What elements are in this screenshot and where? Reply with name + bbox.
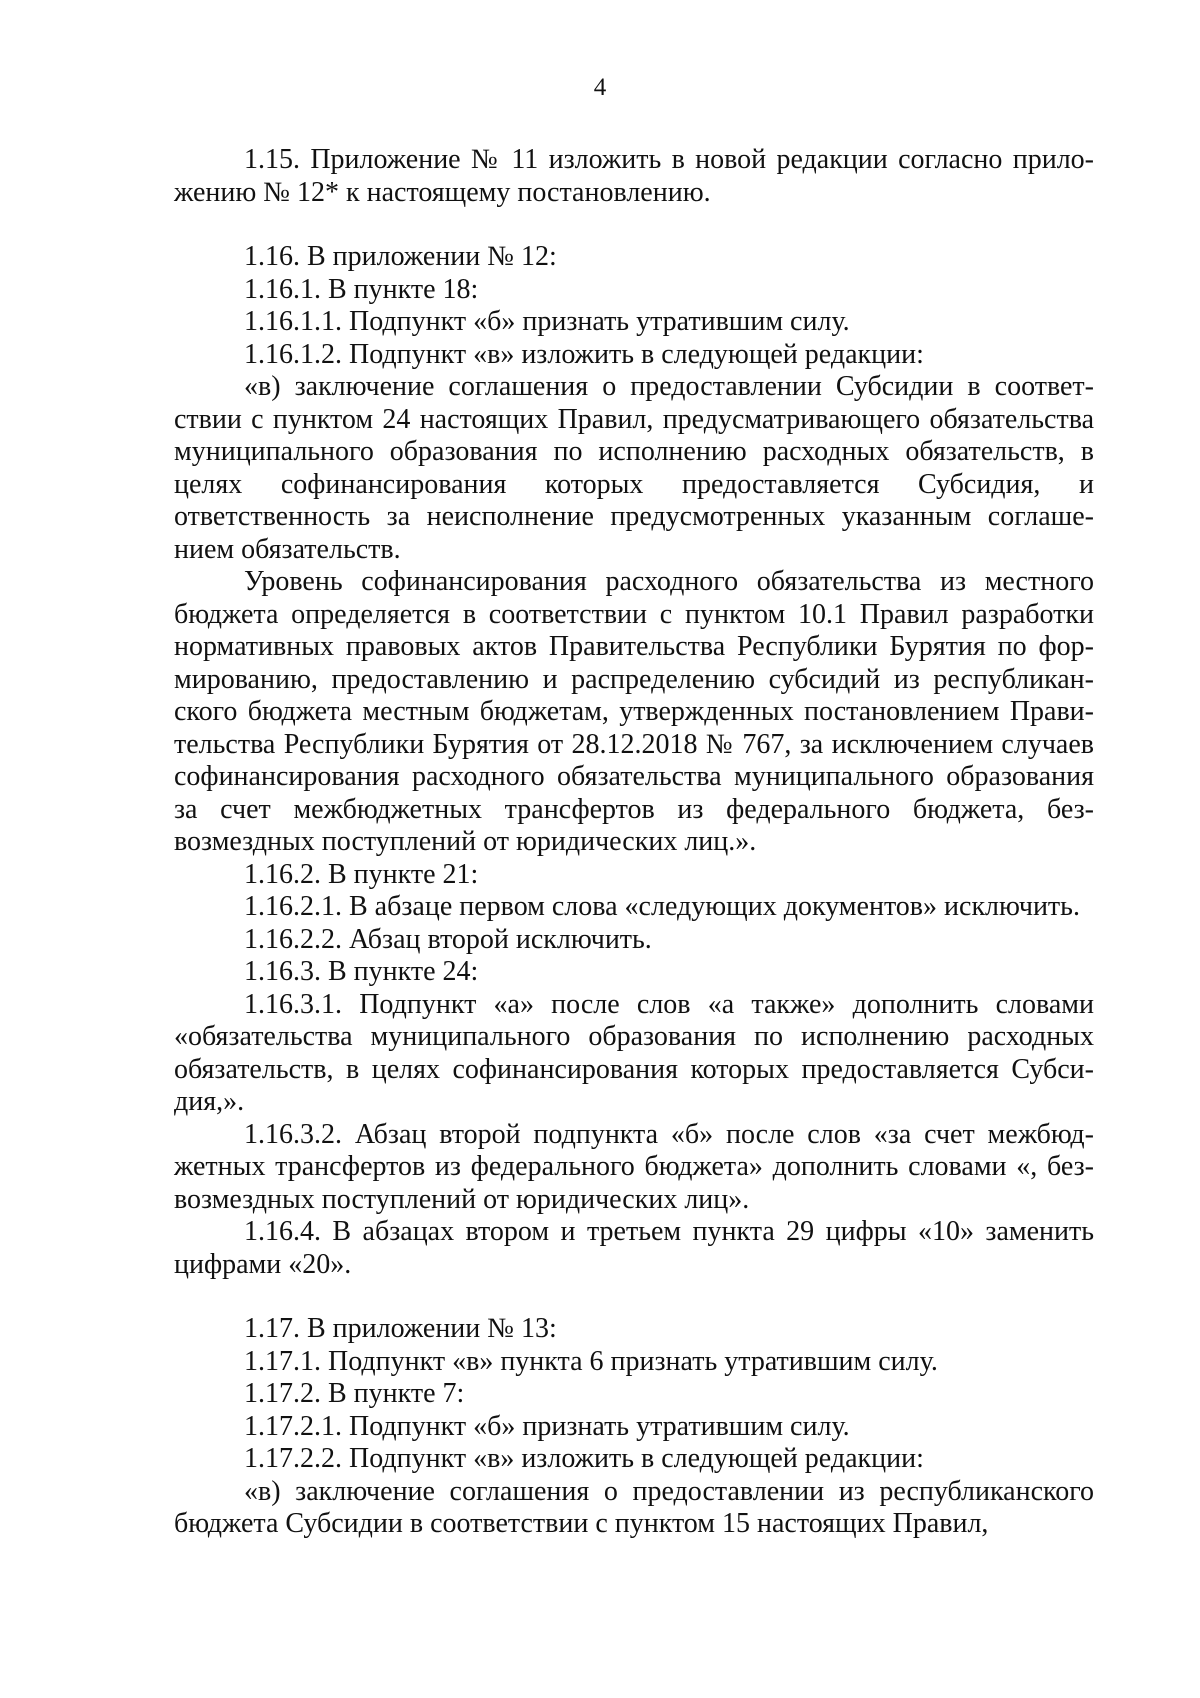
paragraph-1-16-2-1: 1.16.2.1. В абзаце первом слова «следующих документов» исключить. bbox=[244, 891, 1080, 922]
paragraph-1-16: 1.16. В приложении № 12: bbox=[244, 241, 557, 272]
paragraph-1-16-2: 1.16.2. В пункте 21: bbox=[244, 858, 479, 890]
page-number: 4 bbox=[593, 74, 607, 101]
paragraph-1-15: 1.15. Приложение № 11 изложить в новой редакции согласно приложению № 12* к настоящему постановлению. bbox=[174, 144, 1094, 208]
quoted-subparagraph-v-2: «в) заключение соглашения о предоставлении из республиканского бюджета Субсидии в соответствии с пунктом 15 настоящих Правил, bbox=[174, 1475, 1094, 1539]
paragraph-1-16-1-2: 1.16.1.2. Подпункт «в» изложить в следующей редакции: bbox=[244, 338, 924, 370]
paragraph-1-17-1: 1.17.1. Подпункт «в» пункта 6 признать утратившим силу. bbox=[244, 1345, 938, 1377]
paragraph-1-16-3: 1.16.3. В пункте 24: bbox=[244, 956, 479, 987]
quoted-subparagraph-v: «в) заключение соглашения о предоставлении Субсидии в соответствии с пунктом 24 настоящих Правил, предусматривающего обязательства муниципального образования по исполнению расходных обязательств, в целях софинансирования которых предоставляется Субсидия, и ответственность за неисполнение предусмотренных указанным соглашением обязательств. bbox=[174, 371, 1094, 565]
paragraph-1-16-3-2: 1.16.3.2. Абзац второй подпункта «б» после слов «за счет межбюджетных трансфертов из федерального бюджета» дополнить словами «, безвозмездных поступлений от юридических лиц». bbox=[174, 1118, 1094, 1215]
paragraph-1-16-4: 1.16.4. В абзацах втором и третьем пункта 29 цифры «10» заменить цифрами «20». bbox=[174, 1216, 1094, 1280]
cofinancing-level-paragraph: Уровень софинансирования расходного обязательства из местного бюджета определяется в соответствии с пунктом 10.1 Правил разработки нормативных правовых актов Правительства Республики Бурятия по формированию, предоставлению и распределению субсидий из республиканского бюджета местным бюджетам, утвержденных постановлением Правительства Республики Бурятия от 28.12.2018 № 767, за исключением случаев софинансирования расходного обязательства муниципального образования за счет межбюджетных трансфертов из федерального бюджета, безвозмездных поступлений от юридических лиц.». bbox=[174, 566, 1094, 857]
document-body bbox=[174, 144, 1094, 1541]
paragraph-1-17-2-1: 1.17.2.1. Подпункт «б» признать утратившим силу. bbox=[244, 1410, 850, 1442]
section-gap bbox=[174, 209, 1094, 241]
paragraph-1-16-2-2: 1.16.2.2. Абзац второй исключить. bbox=[244, 923, 652, 955]
paragraph-1-16-3-1: 1.16.3.1. Подпункт «а» после слов «а также» дополнить словами «обязательства муниципального образования по исполнению расходных обязательств, в целях софинансирования которых предоставляется Субсидия,». bbox=[174, 988, 1094, 1117]
section-gap bbox=[174, 1281, 1094, 1313]
paragraph-1-17-2-2: 1.17.2.2. Подпункт «в» изложить в следующей редакции: bbox=[244, 1443, 924, 1474]
paragraph-1-16-1-1: 1.16.1.1. Подпункт «б» признать утратившим силу. bbox=[244, 306, 850, 337]
paragraph-1-17: 1.17. В приложении № 13: bbox=[244, 1313, 557, 1344]
paragraph-1-17-2: 1.17.2. В пункте 7: bbox=[244, 1378, 465, 1409]
paragraph-1-16-1: 1.16.1. В пункте 18: bbox=[244, 273, 479, 305]
